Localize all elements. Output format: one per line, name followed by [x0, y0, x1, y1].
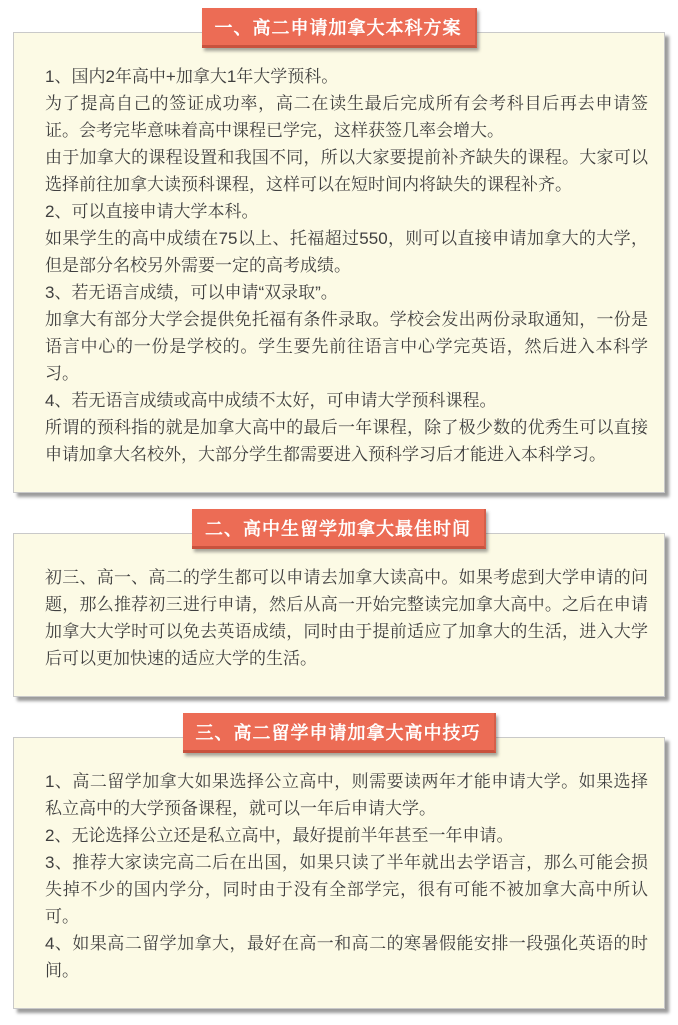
paragraph: 3、若无语言成绩，可以申请“双录取”。 [45, 283, 338, 302]
paragraph: 由于加拿大的课程设置和我国不同，所以大家要提前补齐缺失的课程。大家可以选择前往加拿大读预科课程，这样可以在短时间内将缺失的课程补齐。 [45, 148, 648, 194]
section-title-banner: 三、高二留学申请加拿大高中技巧 [183, 713, 496, 753]
section-best-time [13, 509, 665, 697]
section-banner-row [13, 713, 665, 753]
article-page [13, 8, 665, 1009]
paragraph: 4、如果高二留学加拿大，最好在高一和高二的寒暑假能安排一段强化英语的时间。 [45, 934, 648, 980]
paragraph: 2、可以直接申请大学本科。 [45, 202, 259, 221]
section-panel [13, 737, 665, 1009]
paragraph: 如果学生的高中成绩在75以上、托福超过550，则可以直接申请加拿大的大学，但是部分名校另外需要一定的高考成绩。 [45, 229, 648, 275]
paragraph: 为了提高自己的签证成功率，高二在读生最后完成所有会考科目后再去申请签证。会考完毕意味着高中课程已学完，这样获签几率会增大。 [45, 94, 648, 140]
section-undergraduate-plan [13, 8, 665, 493]
paragraph: 所谓的预科指的就是加拿大高中的最后一年课程，除了极少数的优秀生可以直接申请加拿大名校外，大部分学生都需要进入预科学习后才能进入本科学习。 [45, 418, 648, 464]
paragraph: 1、高二留学加拿大如果选择公立高中，则需要读两年才能申请大学。如果选择私立高中的大学预备课程，就可以一年后申请大学。 [45, 772, 648, 818]
section-application-tips [13, 713, 665, 1009]
section-banner-row [13, 509, 665, 549]
paragraph: 2、无论选择公立还是私立高中，最好提前半年甚至一年申请。 [45, 826, 514, 845]
paragraph: 3、推荐大家读完高二后在出国，如果只读了半年就出去学语言，那么可能会损失掉不少的国内学分，同时由于没有全部学完，很有可能不被加拿大高中所认可。 [45, 853, 648, 926]
section-banner-row [13, 8, 665, 48]
section-title-banner: 二、高中生留学加拿大最佳时间 [192, 509, 486, 549]
paragraph: 1、国内2年高中+加拿大1年大学预科。 [45, 67, 339, 86]
paragraph: 加拿大有部分大学会提供免托福有条件录取。学校会发出两份录取通知，一份是语言中心的一份是学校的。学生要先前往语言中心学完英语，然后进入本科学习。 [45, 310, 648, 383]
paragraph: 4、若无语言成绩或高中成绩不太好，可申请大学预科课程。 [45, 391, 497, 410]
paragraph: 初三、高一、高二的学生都可以申请去加拿大读高中。如果考虑到大学申请的问题，那么推荐初三进行申请，然后从高一开始完整读完加拿大高中。之后在申请加拿大大学时可以免去英语成绩，同时由于提前适应了加拿大的生活，进入大学后可以更加快速的适应大学的生活。 [45, 568, 648, 668]
section-panel [13, 32, 665, 493]
section-panel [13, 533, 665, 697]
section-title-banner: 一、高二申请加拿大本科方案 [202, 8, 477, 48]
